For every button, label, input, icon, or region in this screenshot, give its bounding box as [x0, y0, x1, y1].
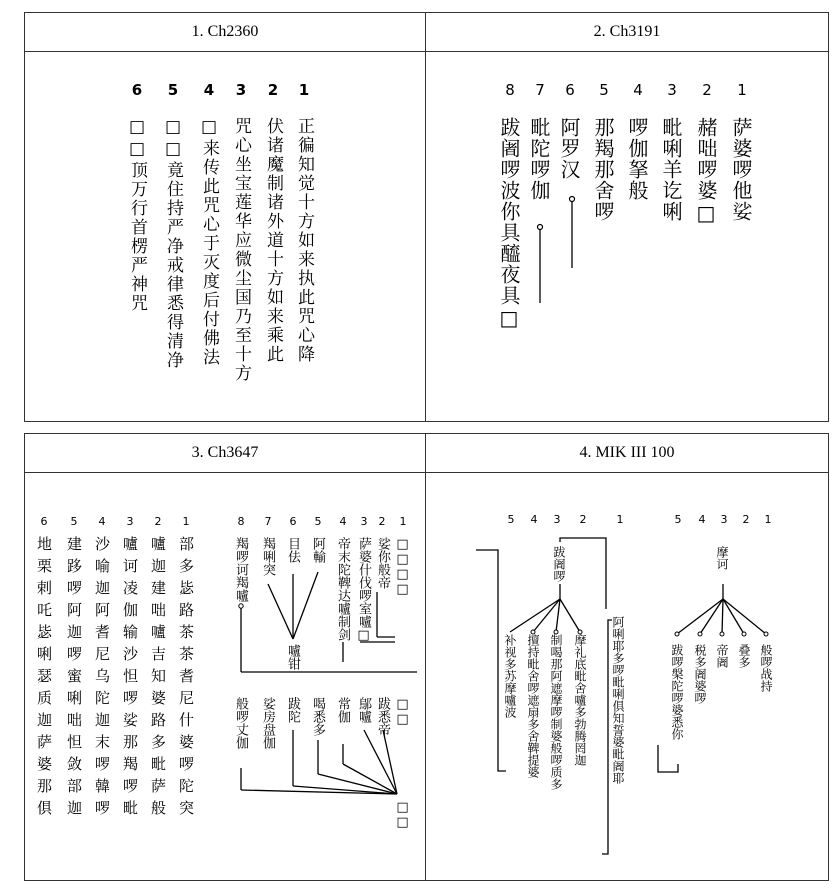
column-number: 2	[267, 81, 279, 99]
column-number: 5	[167, 81, 179, 99]
right-head: 摩诃	[715, 546, 729, 570]
text-column: 阿罗汉	[557, 117, 581, 180]
column-number: 3	[667, 81, 677, 99]
text-column: □□顶万行首楞严神咒	[127, 117, 147, 313]
upper-text: 羯唎突	[260, 537, 275, 576]
upper-text: 娑你般帝	[375, 537, 390, 589]
branch-text: 补视多苏摩嚧波	[503, 634, 517, 718]
branch-lines	[426, 434, 830, 882]
branch-text: 税多阇婆啰	[693, 644, 707, 704]
left-head: 跋阇啰	[552, 546, 566, 582]
column-number: 2	[702, 81, 712, 99]
column-number: 3	[235, 81, 247, 99]
column-number: 3	[720, 513, 728, 526]
column-number: 4	[203, 81, 215, 99]
text-column: 沙喻迦阿耆尼乌陀迦末啰韓啰	[93, 536, 111, 822]
column-number: 4	[530, 513, 538, 526]
column-number: 5	[599, 81, 609, 99]
text-column: 地栗剌吒毖唎瑟质迦萨婆那俱	[35, 536, 53, 822]
panel-ch3191	[425, 12, 829, 422]
panel-title: 3. Ch3647	[25, 434, 425, 473]
text-column: □来传此咒心于灭度后付佛法	[199, 117, 219, 367]
panel-title: 2. Ch3191	[426, 13, 828, 52]
panel-title: 1. Ch2360	[25, 13, 425, 52]
lower-text: □□	[395, 697, 410, 727]
column-number: 5	[70, 515, 78, 528]
column-number: 8	[505, 81, 515, 99]
column-number: 2	[154, 515, 162, 528]
panel-title: 4. MIK III 100	[426, 434, 828, 473]
column-number: 2	[742, 513, 750, 526]
panel-ch3647	[24, 433, 426, 881]
column-number: 1	[182, 515, 190, 528]
text-column: 萨婆啰他娑	[729, 117, 753, 222]
lower-text: 般啰丈伽	[233, 697, 248, 749]
column-number: 4	[98, 515, 106, 528]
lower-text: 跋悉帝	[375, 697, 390, 736]
panel-mik-iii-100	[425, 433, 829, 881]
text-column: 部多毖路茶茶耆尼什婆啰陀突	[177, 536, 195, 822]
upper-text: 帝末陀鞞达嚧制剑	[335, 537, 350, 641]
text-column: □□竟住持严净戒律悉得清净	[163, 117, 183, 370]
column-number: 5	[314, 515, 322, 528]
column-number: 3	[126, 515, 134, 528]
column-number: 1	[764, 513, 772, 526]
column-number: 6	[289, 515, 297, 528]
column-number: 5	[674, 513, 682, 526]
lower-text: 鄔嚧	[356, 697, 371, 723]
text-column: 跋阇啰波你具醯夜具□	[497, 117, 521, 331]
text-column: 正徧知觉十方如来执此咒心降	[294, 117, 314, 364]
upper-text: 羯啰诃羯嚧	[233, 537, 248, 602]
branch-text: 帝阇	[715, 644, 729, 668]
branch-text: 般啰战持	[759, 644, 773, 692]
text-column: 伏诸魔制诸外道十方如来乘此	[263, 117, 283, 364]
text-column: 那羯那舍啰	[591, 117, 615, 222]
branch-text: 制喝那阿遮摩啰制婆般啰质多	[549, 634, 563, 790]
lower-text: 跋陀	[285, 697, 300, 723]
end-marks: □□	[395, 800, 410, 830]
column-number: 3	[360, 515, 368, 528]
column-number: 6	[131, 81, 143, 99]
branch-text: 阿唎耶多啰毗唎俱知誓婆毗阇耶	[611, 616, 625, 784]
merge-label: 嚧钳	[285, 644, 300, 670]
column-number: 6	[40, 515, 48, 528]
branch-text: 叠多	[737, 644, 751, 668]
text-column: 嚧迦建咄嚧吉知婆路多毗萨般	[149, 536, 167, 822]
upper-text: 目佉	[285, 537, 300, 563]
text-column: 嚧诃凌伽输沙怛啰娑那羯啰毗	[121, 536, 139, 822]
branch-text: 擅持毗舍啰遮扇多舍鞞提婆	[526, 634, 540, 778]
column-number: 1	[298, 81, 310, 99]
correction-marks	[426, 13, 830, 423]
column-number: 7	[535, 81, 545, 99]
column-number: 1	[616, 513, 624, 526]
upper-text: 阿輸	[310, 537, 325, 563]
upper-text: 萨婆什伐啰室嚧□	[356, 537, 371, 643]
branch-text: 摩礼底毗舍嚧多勃腾罔迦	[573, 634, 587, 766]
text-column: 咒心坐宝莲华应微尘国乃至十方	[231, 117, 251, 383]
lower-text: 娑房盘伽	[260, 697, 275, 749]
column-number: 2	[378, 515, 386, 528]
text-column: 毗陀啰伽	[527, 117, 551, 201]
column-number: 5	[507, 513, 515, 526]
text-column: 赭咄啰婆□	[694, 117, 718, 226]
collation-lines	[25, 434, 427, 882]
column-number: 1	[399, 515, 407, 528]
column-number: 4	[698, 513, 706, 526]
panel-ch2360	[24, 12, 426, 422]
column-number: 1	[737, 81, 747, 99]
lower-text: 喝悉多	[310, 697, 325, 736]
column-number: 8	[237, 515, 245, 528]
column-number: 7	[264, 515, 272, 528]
column-number: 6	[565, 81, 575, 99]
text-column: 建跢啰阿迦啰蜜唎咄怛敛部迦	[65, 536, 83, 822]
branch-text: 跋啰槃陀啰婆悉你	[670, 644, 684, 740]
column-number: 4	[633, 81, 643, 99]
column-number: 2	[579, 513, 587, 526]
text-column: 毗唎羊讫唎	[659, 117, 683, 222]
upper-text: □□□□	[395, 537, 410, 597]
column-number: 4	[339, 515, 347, 528]
column-number: 3	[553, 513, 561, 526]
lower-text: 常伽	[335, 697, 350, 723]
text-column: 啰伽拏般	[625, 117, 649, 201]
